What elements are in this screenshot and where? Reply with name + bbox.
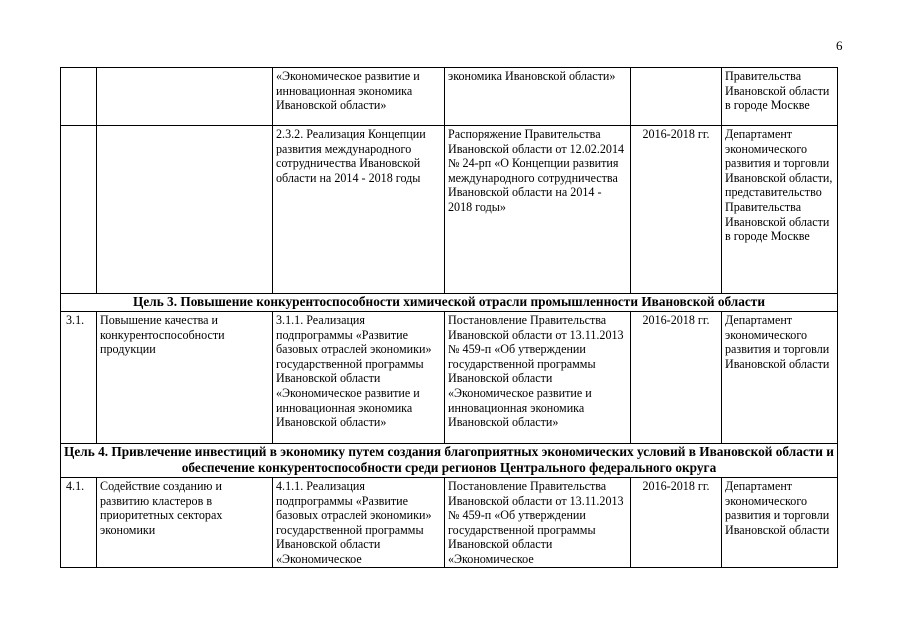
cell-executor: Департамент экономического развития и торговли Ивановской области bbox=[722, 478, 838, 568]
cell-measure: 3.1.1. Реализация подпрограммы «Развитие базовых отраслей экономики» государственной программы Ивановской области «Экономическое развитие и инновационная экономика Ивановской области» bbox=[273, 312, 445, 444]
page-number: 6 bbox=[836, 38, 843, 53]
goal-heading: Цель 4. Привлечение инвестиций в экономику путем создания благоприятных экономических условий в Ивановской области и обеспечение конкурентоспособности среди регионов Центрального федерального округа bbox=[61, 444, 838, 478]
goal-heading: Цель 3. Повышение конкурентоспособности химической отрасли промышленности Ивановской области bbox=[61, 294, 838, 312]
goal-row bbox=[61, 294, 838, 312]
cell-task bbox=[97, 126, 273, 294]
cell-num: 4.1. bbox=[61, 478, 97, 568]
cell-measure: «Экономическое развитие и инновационная экономика Ивановской области» bbox=[273, 68, 445, 126]
goal-row bbox=[61, 444, 838, 478]
cell-executor: Департамент экономического развития и торговли Ивановской области bbox=[722, 312, 838, 444]
cell-document: Постановление Правительства Ивановской области от 13.11.2013 № 459-п «Об утверждении государственной программы Ивановской области «Экономическое bbox=[445, 478, 631, 568]
table-row bbox=[61, 68, 838, 126]
cell-num bbox=[61, 126, 97, 294]
cell-task: Содействие созданию и развитию кластеров в приоритетных секторах экономики bbox=[97, 478, 273, 568]
cell-task bbox=[97, 68, 273, 126]
table-row bbox=[61, 312, 838, 444]
cell-period: 2016-2018 гг. bbox=[631, 478, 722, 568]
table-row bbox=[61, 478, 838, 568]
cell-document: Распоряжение Правительства Ивановской области от 12.02.2014 № 24-рп «О Концепции развития международного сотрудничества Ивановской области на 2014 - 2018 годы» bbox=[445, 126, 631, 294]
cell-measure: 4.1.1. Реализация подпрограммы «Развитие базовых отраслей экономики» государственной программы Ивановской области «Экономическое bbox=[273, 478, 445, 568]
table-row bbox=[61, 126, 838, 294]
cell-measure: 2.3.2. Реализация Концепции развития международного сотрудничества Ивановской области на 2014 - 2018 годы bbox=[273, 126, 445, 294]
cell-period bbox=[631, 68, 722, 126]
cell-document: Постановление Правительства Ивановской области от 13.11.2013 № 459-п «Об утверждении государственной программы Ивановской области «Экономическое развитие и инновационная экономика Ивановской области» bbox=[445, 312, 631, 444]
cell-period: 2016-2018 гг. bbox=[631, 126, 722, 294]
cell-executor: Правительства Ивановской области в городе Москве bbox=[722, 68, 838, 126]
cell-task: Повышение качества и конкурентоспособности продукции bbox=[97, 312, 273, 444]
measures-table bbox=[60, 67, 838, 568]
cell-document: экономика Ивановской области» bbox=[445, 68, 631, 126]
cell-executor: Департамент экономического развития и торговли Ивановской области, представительство Правительства Ивановской области в городе Москве bbox=[722, 126, 838, 294]
cell-num: 3.1. bbox=[61, 312, 97, 444]
cell-num bbox=[61, 68, 97, 126]
cell-period: 2016-2018 гг. bbox=[631, 312, 722, 444]
